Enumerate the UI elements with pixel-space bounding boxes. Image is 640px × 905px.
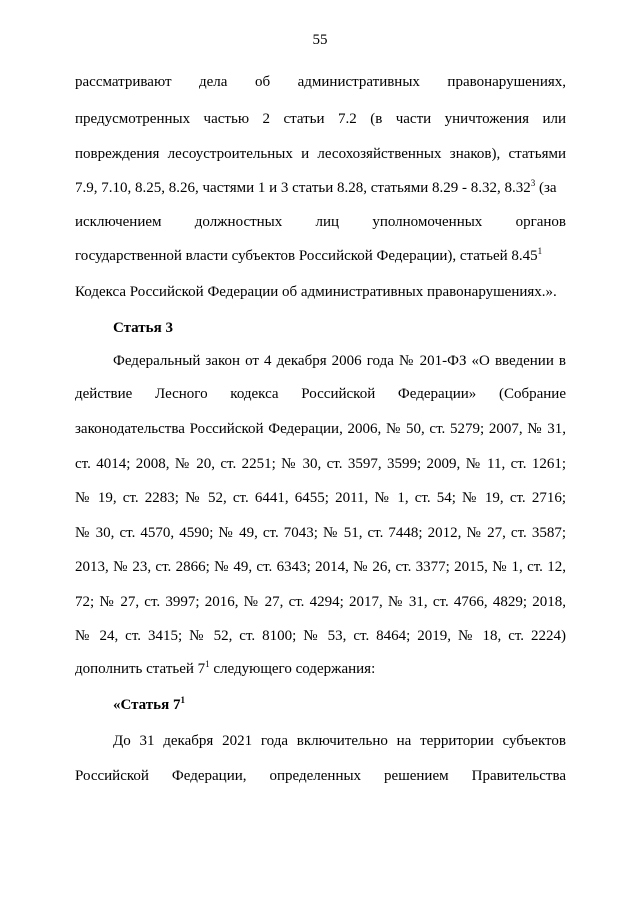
text-line: № 30, ст. 4570, 4590; № 49, ст. 7043; № 51, ст. 7448; 2012, № 27, ст. 3587; (75, 525, 566, 541)
text-line: действие Лесного кодекса Российской Федерации» (Собрание (75, 386, 566, 402)
text-line: государственной власти субъектов Российской Федерации), статьей 8.45$^1$ (75, 246, 543, 264)
superscript: 1 (180, 695, 185, 705)
text-line: 7.9, 7.10, 8.25, 8.26, частями 1 и 3 статьи 8.28, статьями 8.29 - 8.32, 8.32$^3$ (за (75, 178, 557, 196)
text-line: До 31 декабря 2021 года включительно на территории субъектов (113, 733, 566, 749)
text-line: Федеральный закон от 4 декабря 2006 года № 201-ФЗ «О введении в (113, 353, 566, 369)
text-line: дополнить статьей $7^1$ следующего содержания: (75, 659, 376, 677)
text-line: законодательства Российской Федерации, 2006, № 50, ст. 5279; 2007, № 31, (75, 421, 566, 437)
page-number: 55 (312, 32, 328, 48)
article-heading: «Статья $7^1$ (113, 695, 185, 713)
text-line: ст. 4014; 2008, № 20, ст. 2251; № 30, ст. 3597, 3599; 2009, № 11, ст. 1261; (75, 456, 566, 472)
superscript: 1 (205, 659, 210, 669)
text-line: исключением должностных лиц уполномоченных органов (75, 214, 566, 230)
article-heading: Статья 3 (113, 320, 173, 336)
superscript: 1 (537, 246, 543, 256)
text-line: повреждения лесоустроительных и лесохозяйственных знаков), статьями (75, 146, 566, 162)
text-line: Российской Федерации, определенных решением Правительства (75, 768, 566, 784)
text-line: Кодекса Российской Федерации об административных правонарушениях.». (75, 284, 557, 300)
text-line: предусмотренных частью 2 статьи 7.2 (в части уничтожения или (75, 111, 566, 127)
superscript: 3 (530, 178, 536, 188)
text-line: № 24, ст. 3415; № 52, ст. 8100; № 53, ст. 8464; 2019, № 18, ст. 2224) (75, 628, 566, 644)
text-line: № 19, ст. 2283; № 52, ст. 6441, 6455; 2011, № 1, ст. 54; № 19, ст. 2716; (75, 490, 566, 506)
text-line: 2013, № 23, ст. 2866; № 49, ст. 6343; 2014, № 26, ст. 3377; 2015, № 1, ст. 12, (75, 559, 566, 575)
text-line: рассматривают дела об административных правонарушениях, (75, 74, 566, 90)
text-line: 72; № 27, ст. 3997; 2016, № 27, ст. 4294; 2017, № 31, ст. 4766, 4829; 2018, (75, 594, 566, 610)
